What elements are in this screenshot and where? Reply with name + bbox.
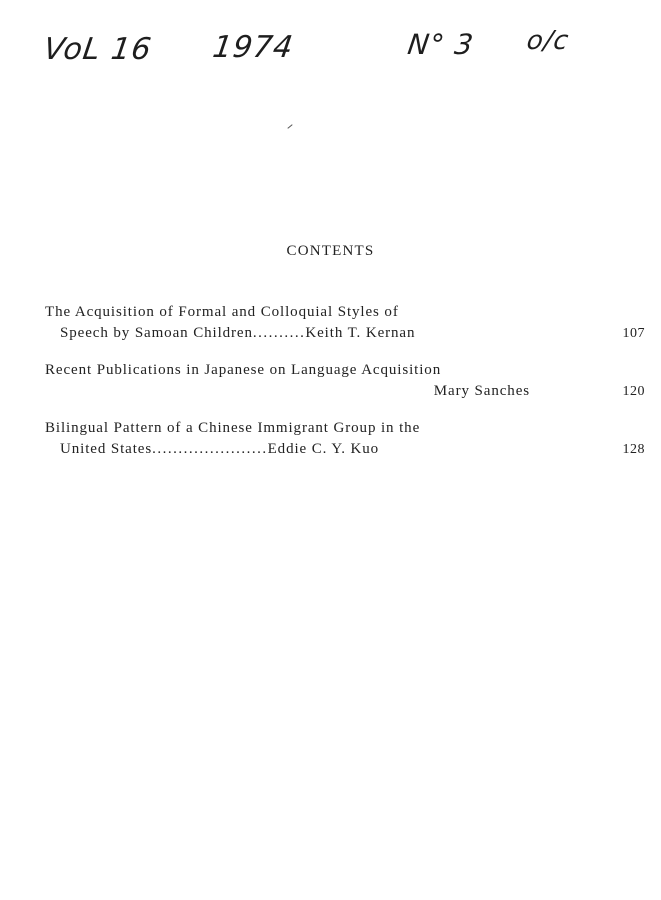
toc-entry <box>45 418 645 460</box>
toc-entry-page: 107 <box>622 326 645 341</box>
toc-entry-title-line <box>45 302 645 323</box>
handwritten-year: 1974 <box>210 30 296 65</box>
toc-entry-title-line <box>45 439 645 460</box>
toc-entry-title: The Acquisition of Formal and Colloquial Styles of <box>45 304 399 320</box>
page-title: CONTENTS <box>286 243 375 259</box>
handwritten-number: N° 3 <box>405 28 476 61</box>
toc-leader-dots: .......... <box>252 325 306 341</box>
toc-entry-title-line <box>45 360 645 381</box>
stray-pen-mark <box>287 124 292 129</box>
toc-entry-page: 120 <box>622 384 645 399</box>
toc-entry-title: Bilingual Pattern of a Chinese Immigrant Group in the <box>45 420 421 436</box>
toc-entry-title-line <box>45 381 645 402</box>
handwritten-volume: VoL 16 <box>41 32 155 67</box>
toc-entry-title-continued: Speech by Samoan Children <box>60 325 253 341</box>
toc-entry-author: Mary Sanches <box>433 383 530 399</box>
handwritten-annotation <box>0 26 661 86</box>
toc-entry-author: Keith T. Kernan <box>305 325 416 341</box>
toc-entry-title-line <box>45 323 645 344</box>
toc-entry-title: Recent Publications in Japanese on Language Acquisition <box>45 362 442 378</box>
toc-entry <box>45 302 645 344</box>
toc-entry-title-line <box>45 418 645 439</box>
toc-entry-author: Eddie C. Y. Kuo <box>267 441 380 457</box>
toc-leader-dots: ...................... <box>152 441 268 457</box>
toc-entry <box>45 360 645 402</box>
toc-entry-title-continued: United States <box>60 441 153 457</box>
toc-entry-page: 128 <box>622 442 645 457</box>
handwritten-status: o/c <box>524 26 572 56</box>
